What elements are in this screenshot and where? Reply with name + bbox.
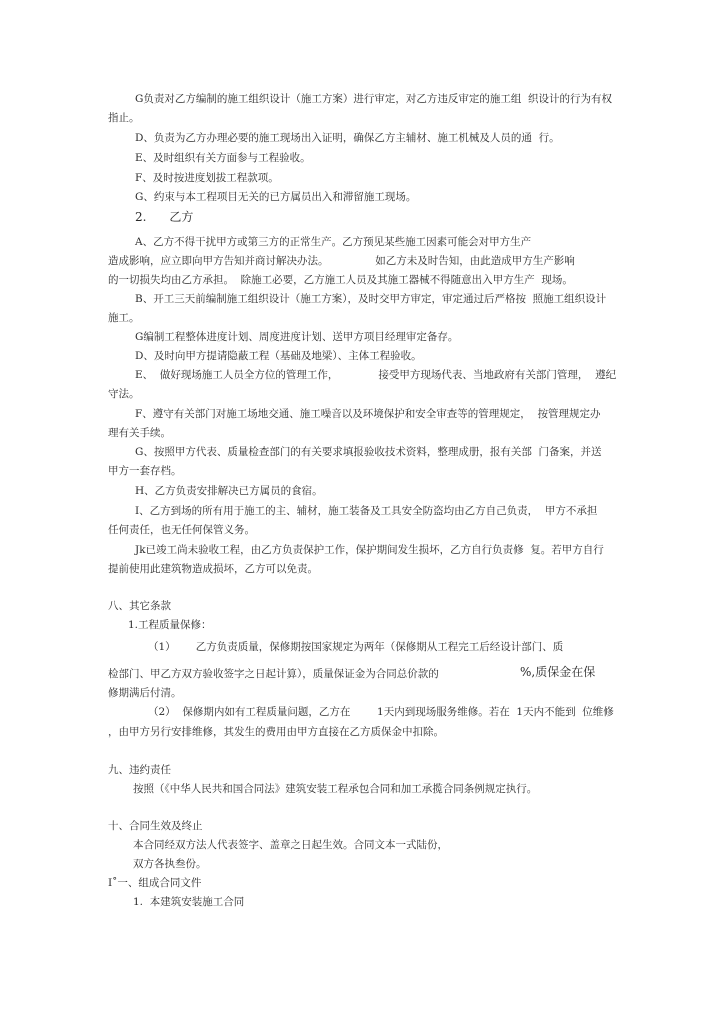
text-line: 提前使用此建筑物造成损坏，乙方可以免责。 <box>108 563 318 575</box>
text-line: 1. 本建筑安装施工合同 <box>133 896 245 908</box>
section-heading: 九、违约责任 <box>108 764 171 776</box>
text-line: G、约束与本工程项目无关的已方属员出入和滞留施工现场。 <box>135 191 417 203</box>
section-heading: 十、合同生效及终止 <box>108 820 203 832</box>
text-line: 1.工程质量保修： <box>128 619 212 631</box>
text-line: （1） 乙方负责质量，保修期按国家规定为两年（保修期从工程完工后经设计部门、质 <box>148 641 564 653</box>
text-line: F、遵守有关部门对施工场地交通、施工噪音以及环境保护和安全审查等的管理规定， 按管理规定办 <box>135 408 601 420</box>
text-line: D、负责为乙方办理必要的施工现场出入证明，确保乙方主辅材、施工机械及人员的通 行。 <box>135 132 560 144</box>
text-line: 造成影响，应立即向甲方告知并商讨解决办法。 如乙方未及时告知，由此造成甲方生产影响 <box>108 255 575 267</box>
text-line: 检部门、甲乙方双方验收签字之日起计算），质量保证金为合同总价款的 <box>108 668 439 680</box>
text-line: Jk已竣工尚未验收工程，由乙方负责保护工作，保护期间发生损坏，乙方自行负责修 复。若甲方自行 <box>135 544 604 556</box>
text-line: %,质保金在保 <box>520 665 596 679</box>
section-heading: 八、其它条款 <box>108 600 171 612</box>
text-line: D、及时向甲方提请隐蔽工程（基础及地梁）、主体工程验收。 <box>135 350 422 362</box>
text-line: 理有关手续。 <box>108 427 171 439</box>
text-line: H、乙方负责安排解决已方属员的食宿。 <box>135 485 323 497</box>
text-line: 指止。 <box>108 112 140 124</box>
text-line: B、开工三天前编制施工组织设计（施工方案），及时交甲方审定，审定通过后严格按 照施工组织设计 <box>135 293 607 305</box>
text-line: F、及时按进度划拔工程款项。 <box>135 172 279 184</box>
text-line: 施工。 <box>108 312 140 324</box>
text-line: 双方各执叁份。 <box>133 858 207 870</box>
text-line: G、按照甲方代表、质量检查部门的有关要求填报验收技术资料，整理成册，报有关部 门备案，并送 <box>135 446 602 458</box>
text-line: E、 做好现场施工人员全方位的管理工作， 接受甲方现场代表、当地政府有关部门管理， 遵纪 <box>135 369 617 381</box>
section-heading: I˚一、组成合同文件 <box>108 877 202 889</box>
text-line: 本合同经双方法人代表签字、盖章之日起生效。合同文本一式陆份， <box>133 839 448 851</box>
text-line: 任何责任，也无任何保管义务。 <box>108 524 255 536</box>
text-line: 的一切损失均由乙方承担。 除施工必要，乙方施工人员及其施工器械不得随意出入甲方生产 现场。 <box>108 274 573 286</box>
text-line: 修期满后付清。 <box>108 687 182 699</box>
text-line: G负责对乙方编制的施工组织设计（施工方案）进行审定，对乙方违反审定的施工组 织设计的行为有权 <box>135 93 613 105</box>
text-line: 按照（《中华人民共和国合同法》建筑安装工程承包合同和加工承揽合同条例规定执行。 <box>133 783 538 795</box>
text-line: A、乙方不得干扰甲方或第三方的正常生产。乙方预见某些施工因素可能会对甲方生产 <box>135 236 532 248</box>
section-heading: 2. 乙方 <box>135 210 194 224</box>
text-line: （2） 保修期内如有工程质量问题，乙方在 1天内到现场服务维修。若在 1天内不能到 位维修 <box>148 706 614 718</box>
text-line: E、及时组织有关方面参与工程验收。 <box>135 152 311 164</box>
text-line: 甲方一套存档。 <box>108 465 182 477</box>
text-line: 守法。 <box>108 388 140 400</box>
text-line: G编制工程整体进度计划、周度进度计划、送甲方项目经理审定备存。 <box>135 331 459 343</box>
text-line: I、乙方到场的所有用于施工的主、辅材，施工装备及工具安全防盗均由乙方自己负责， 甲方不承担 <box>135 505 598 517</box>
text-line: ，由甲方另行安排维修，其发生的费用由甲方直接在乙方质保金中扣除。 <box>108 726 444 738</box>
